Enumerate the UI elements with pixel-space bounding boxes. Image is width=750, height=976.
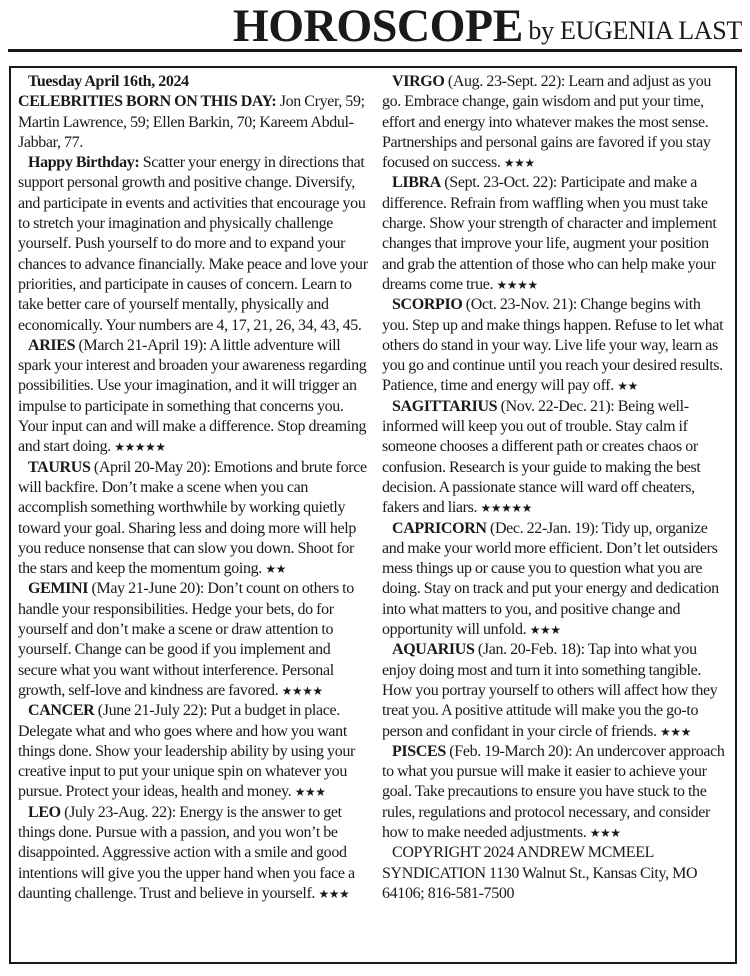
horoscope-box [9, 66, 737, 964]
sign-name: CAPRICORN [392, 519, 487, 537]
sign-entry-gemini [18, 579, 372, 701]
sign-name: VIRGO [392, 73, 445, 90]
sign-name: SCORPIO [392, 296, 463, 314]
star-rating-icon: ★★★ [589, 825, 621, 840]
sign-text: Tap into what you enjoy doing most and turn it into something tangible. How you portray yourself to others will affect how they treat you. A positive attitude will make you the go-to person and confidant in your circle of friends. [382, 641, 718, 740]
celebrities-paragraph [18, 92, 372, 153]
sign-entry-taurus [18, 458, 372, 580]
celebrities-label: CELEBRITIES BORN ON THIS DAY: [18, 93, 277, 111]
right-column [382, 72, 730, 904]
sign-name: SAGITTARIUS [392, 397, 498, 415]
star-rating-icon: ★★★ [294, 785, 326, 800]
birthday-text: Scatter your energy in directions that support personal growth and positive change. Diversify, and participate in events and activities that encourage you to stretch your imagination and physically challenge yourself. Push yourself to do more and to expand your chances to advance financially. Make peace and love your priorities, and participate in causes of concern. Learn to take better care of yourself mentally, physically and economically. Your numbers are 4, 17, 21, 26, 34, 43, 45. [18, 154, 368, 334]
sign-entry-aquarius [382, 640, 730, 741]
sign-entry-aries [18, 336, 372, 458]
sign-entry-scorpio [382, 295, 730, 396]
star-rating-icon: ★★★ [318, 886, 350, 901]
sign-dates: (Dec. 22-Jan. 19): [486, 519, 599, 537]
sign-name: GEMINI [28, 580, 89, 598]
star-rating-icon: ★★★★★ [480, 501, 532, 516]
sign-entry-libra [382, 173, 730, 295]
sign-dates: (Jan. 20-Feb. 18): [474, 641, 585, 659]
copyright-notice: COPYRIGHT 2024 ANDREW MCMEEL SYNDICATION 1130 Walnut St., Kansas City, MO 64106; 816-581-7500 [382, 844, 698, 902]
sign-name: PISCES [392, 742, 446, 760]
sign-name: LIBRA [392, 174, 441, 192]
sign-name: AQUARIUS [392, 641, 475, 659]
sign-dates: (March 21-April 19): [75, 336, 207, 354]
birthday-paragraph [18, 153, 372, 336]
sign-dates: (Aug. 23-Sept. 22): [444, 73, 566, 90]
sign-dates: (Feb. 19-March 20): [445, 742, 573, 760]
sign-dates: (July 23-Aug. 22): [60, 803, 176, 821]
sign-name: LEO [28, 803, 61, 821]
date-line: Tuesday April 16th, 2024 [28, 73, 189, 90]
sign-dates: (April 20-May 20): [90, 458, 211, 476]
star-rating-icon: ★★ [617, 379, 638, 394]
sign-text: Energy is the answer to get things done. Pursue with a passion, and you won’t be disappointed. Aggressive action with a smile and good intentions will give you the upper hand when you face a daunting challenge. Trust and believe in yourself. [18, 803, 355, 902]
sign-name: ARIES [28, 336, 76, 354]
star-rating-icon: ★★★★★ [114, 440, 166, 455]
sign-dates: (June 21-July 22): [94, 702, 208, 720]
star-rating-icon: ★★★ [660, 724, 691, 739]
sign-entry-capricorn [382, 519, 730, 641]
sign-entry-sagittarius [382, 397, 730, 519]
star-rating-icon: ★★ [265, 562, 286, 577]
sign-dates: (Oct. 23-Nov. 21): [462, 296, 577, 314]
star-rating-icon: ★★★★ [281, 683, 323, 698]
sign-dates: (Sept. 23-Oct. 22): [440, 174, 558, 192]
star-rating-icon: ★★★★ [496, 277, 538, 292]
sign-dates: (May 21-June 20): [88, 580, 205, 598]
sign-text: Being well-informed will keep you out of trouble. Stay calm if someone chooses a different path or creates chaos or confusion. Research is your guide to making the best decision. A passionate stance will ward off cheaters, fakers and liars. [382, 397, 701, 517]
byline: by EUGENIA LAST [528, 16, 742, 45]
sign-name: CANCER [28, 702, 95, 720]
sign-dates: (Nov. 22-Dec. 21): [497, 397, 615, 415]
sign-text: A little adventure will spark your interest and broaden your awareness regarding possibilities. Use your imagination, and it will trigger an impulse to participate in something that concerns you. Your input can and will make a difference. Stop dreaming and start doing. [18, 336, 367, 456]
sign-text: Change begins with you. Step up and make things happen. Refuse to let what others do stand in your way. Live life your way, learn as you go and continue until you reach your desired results. Patience, time and energy will pay off. [382, 296, 724, 395]
sign-entry-leo [18, 803, 372, 904]
star-rating-icon: ★★★ [529, 623, 561, 638]
sign-text: Learn and adjust as you go. Embrace change, gain wisdom and put your time, effort and energy into whatever makes the most sense. Partnerships and personal gains are favored if you stay focused on success. [382, 73, 712, 172]
celebrities-text: Jon Cryer, 59; Martin Lawrence, 59; Ellen Barkin, 70; Kareem Abdul-Jabbar, 77. [18, 93, 365, 151]
sign-text: An undercover approach to what you pursue will make it easier to achieve your goal. Take precautions to ensure you have stuck to the rules, regulations and protocol necessary, and consider how to make needed adjustments. [382, 742, 725, 841]
sign-text: Don’t count on others to handle your responsibilities. Hedge your bets, do for yourself and don’t make a scene or draw attention to yourself. Change can be good if you implement and secure what you want without interference. Personal growth, self-love and kindness are favored. [18, 580, 354, 699]
masthead [8, 0, 742, 52]
sign-text: Tidy up, organize and make your world more efficient. Don’t let outsiders mess things up or cause you to question what you are doing. Stay on track and put your energy and dedication into what matters to you, and positive change and opportunity will unfold. [382, 519, 719, 639]
sign-text: Emotions and brute force will backfire. Don’t make a scene when you can accomplish something worthwhile by working quietly toward your goal. Sharing less and doing more will help you reduce nonsense that can slow you down. Shoot for the stars and keep the momentum going. [18, 458, 367, 578]
sign-entry-cancer [18, 701, 372, 802]
birthday-label: Happy Birthday: [28, 154, 140, 172]
page-title: HOROSCOPE [232, 0, 523, 52]
sign-text: Participate and make a difference. Refrain from waffling when you must take charge. Show your strength of character and implement changes that improve your life, augment your position and grab the attention of those who can help make your dreams come true. [382, 174, 717, 293]
sign-name: TAURUS [28, 458, 91, 476]
left-column [18, 72, 372, 904]
sign-entry-virgo [382, 72, 730, 173]
sign-text: Put a budget in place. Delegate what and who goes where and how you want things done. Show your leadership ability by using your creative input to put your unique spin on whatever you pursue. Protect your ideas, health and money. [18, 702, 355, 801]
star-rating-icon: ★★★ [503, 156, 535, 171]
sign-entry-pisces [382, 742, 730, 843]
